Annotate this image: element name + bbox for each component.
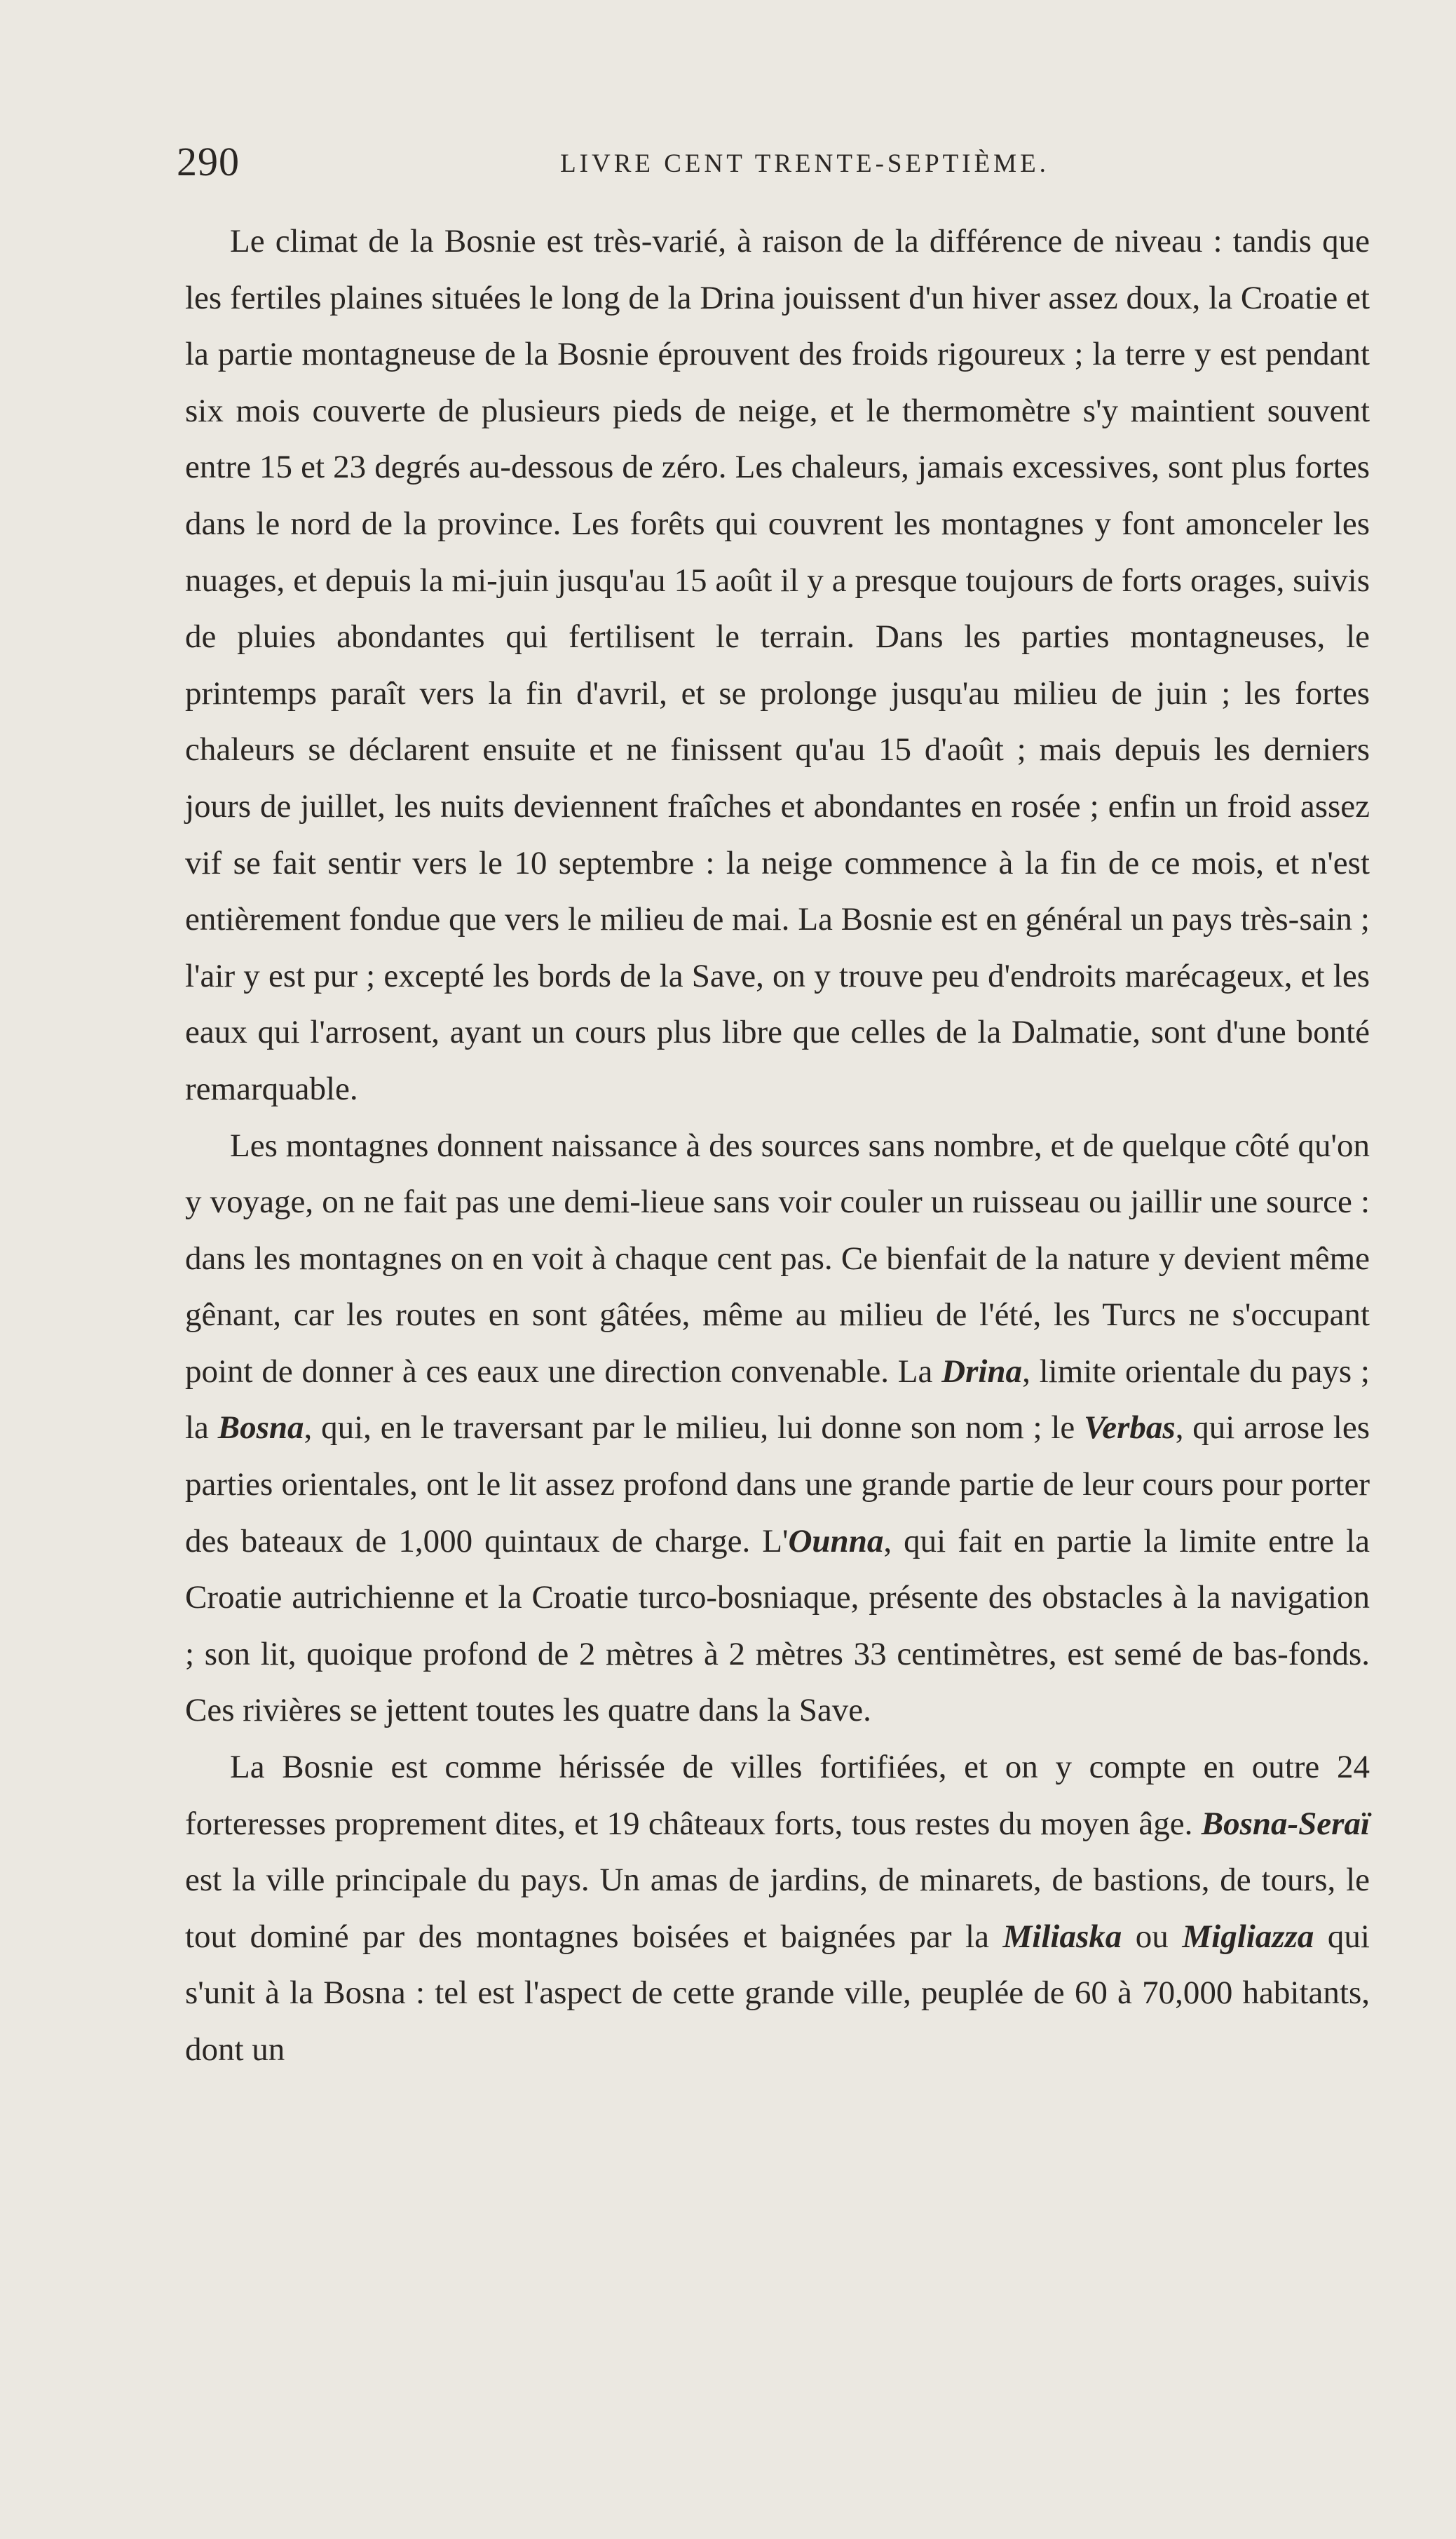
river-name-miliaska: Miliaska [1002, 1918, 1122, 1955]
paragraph-rivers [185, 1118, 1370, 1740]
paragraph-towns [185, 1739, 1370, 2078]
river-name-drina: Drina [941, 1353, 1023, 1390]
city-name-bosna-serai: Bosna-Seraï [1201, 1805, 1370, 1842]
text-run: Les montagnes donnent naissance à des sources sans nombre, et de quelque côté qu'on y voyage, on ne fait pas une demi-lieue sans voir couler un ruisseau ou jaillir une source : dans les montagnes on en voit à chaque cent pas. Ce bienfait de la nature y devient même gênant, car les routes en sont gâtées, même au milieu de l'été, les Turcs ne s'occupant point de donner à ces eaux une direction convenable. La [185, 1127, 1370, 1390]
text-run: , limite orientale du pays ; la [185, 1353, 1370, 1447]
river-name-migliazza: Migliazza [1182, 1918, 1314, 1955]
paragraph-climate: Le climat de la Bosnie est très-varié, à raison de la différence de niveau : tandis que les fertiles plaines situées le long de la Drina jouissent d'un hiver assez doux, la Croatie et la partie montagneuse de la Bosnie éprouvent des froids rigoureux ; la terre y est pendant six mois couverte de plusieurs pieds de neige, et le thermomètre s'y maintient souvent entre 15 et 23 degrés au-dessous de zéro. Les chaleurs, jamais excessives, sont plus fortes dans le nord de la province. Les forêts qui couvrent les montagnes y font amonceler les nuages, et depuis la mi-juin jusqu'au 15 août il y a presque toujours de forts orages, suivis de pluies abondantes qui fertilisent le terrain. Dans les parties montagneuses, le printemps paraît vers la fin d'avril, et se prolonge jusqu'au milieu de juin ; les fortes chaleurs se déclarent ensuite et ne finissent qu'au 15 d'août ; mais depuis les derniers jours de juillet, les nuits deviennent fraîches et abondantes en rosée ; enfin un froid assez vif se fait sentir vers le 10 septembre : la neige commence à la fin de ce mois, et n'est entièrement fondue que vers le milieu de mai. La Bosnie est en général un pays très-sain ; l'air y est pur ; excepté les bords de la Save, on y trouve peu d'endroits marécageux, et les eaux qui l'arrosent, ayant un cours plus libre que celles de la Dalmatie, sont d'une bonté remarquable. [185, 223, 1370, 1107]
page-number: 290 [177, 139, 240, 184]
running-title: LIVRE CENT TRENTE-SEPTIÈME. [560, 149, 1049, 178]
text-run: La Bosnie est comme hérissée de villes fortifiées, et on y compte en outre 24 forteresses proprement dites, et 19 châteaux forts, tous restes du moyen âge. [185, 1749, 1370, 1842]
text-run: , qui fait en partie la limite entre la Croatie autrichienne et la Croatie turco-bosniaque, présente des obstacles à la navigation ; son lit, quoique profond de 2 mètres à 2 mètres 33 centimètres, est semé de bas-fonds. Ces rivières se jettent toutes les quatre dans la Save. [185, 1522, 1370, 1729]
text-run: est la ville principale du pays. Un amas de jardins, de minarets, de bastions, de tours, le tout dominé par des montagnes boisées et baignées par la [185, 1862, 1370, 1955]
text-run: qui s'unit à la Bosna : tel est l'aspect de cette grande ville, peuplée de 60 à 70,000 habitants, dont un [185, 1918, 1370, 2068]
river-name-verbas: Verbas [1084, 1409, 1176, 1447]
text-run: ou [1122, 1918, 1183, 1955]
body-text [185, 213, 1370, 2078]
running-head [177, 137, 1370, 187]
river-name-ounna: Ounna [788, 1522, 884, 1559]
text-run: , qui arrose les parties orientales, ont le lit assez profond dans une grande partie de leur cours pour porter des bateaux de 1,000 quintaux de charge. L' [185, 1409, 1370, 1559]
text-run: , qui, en le traversant par le milieu, lui donne son nom ; le [304, 1409, 1084, 1447]
river-name-bosna: Bosna [217, 1409, 304, 1447]
